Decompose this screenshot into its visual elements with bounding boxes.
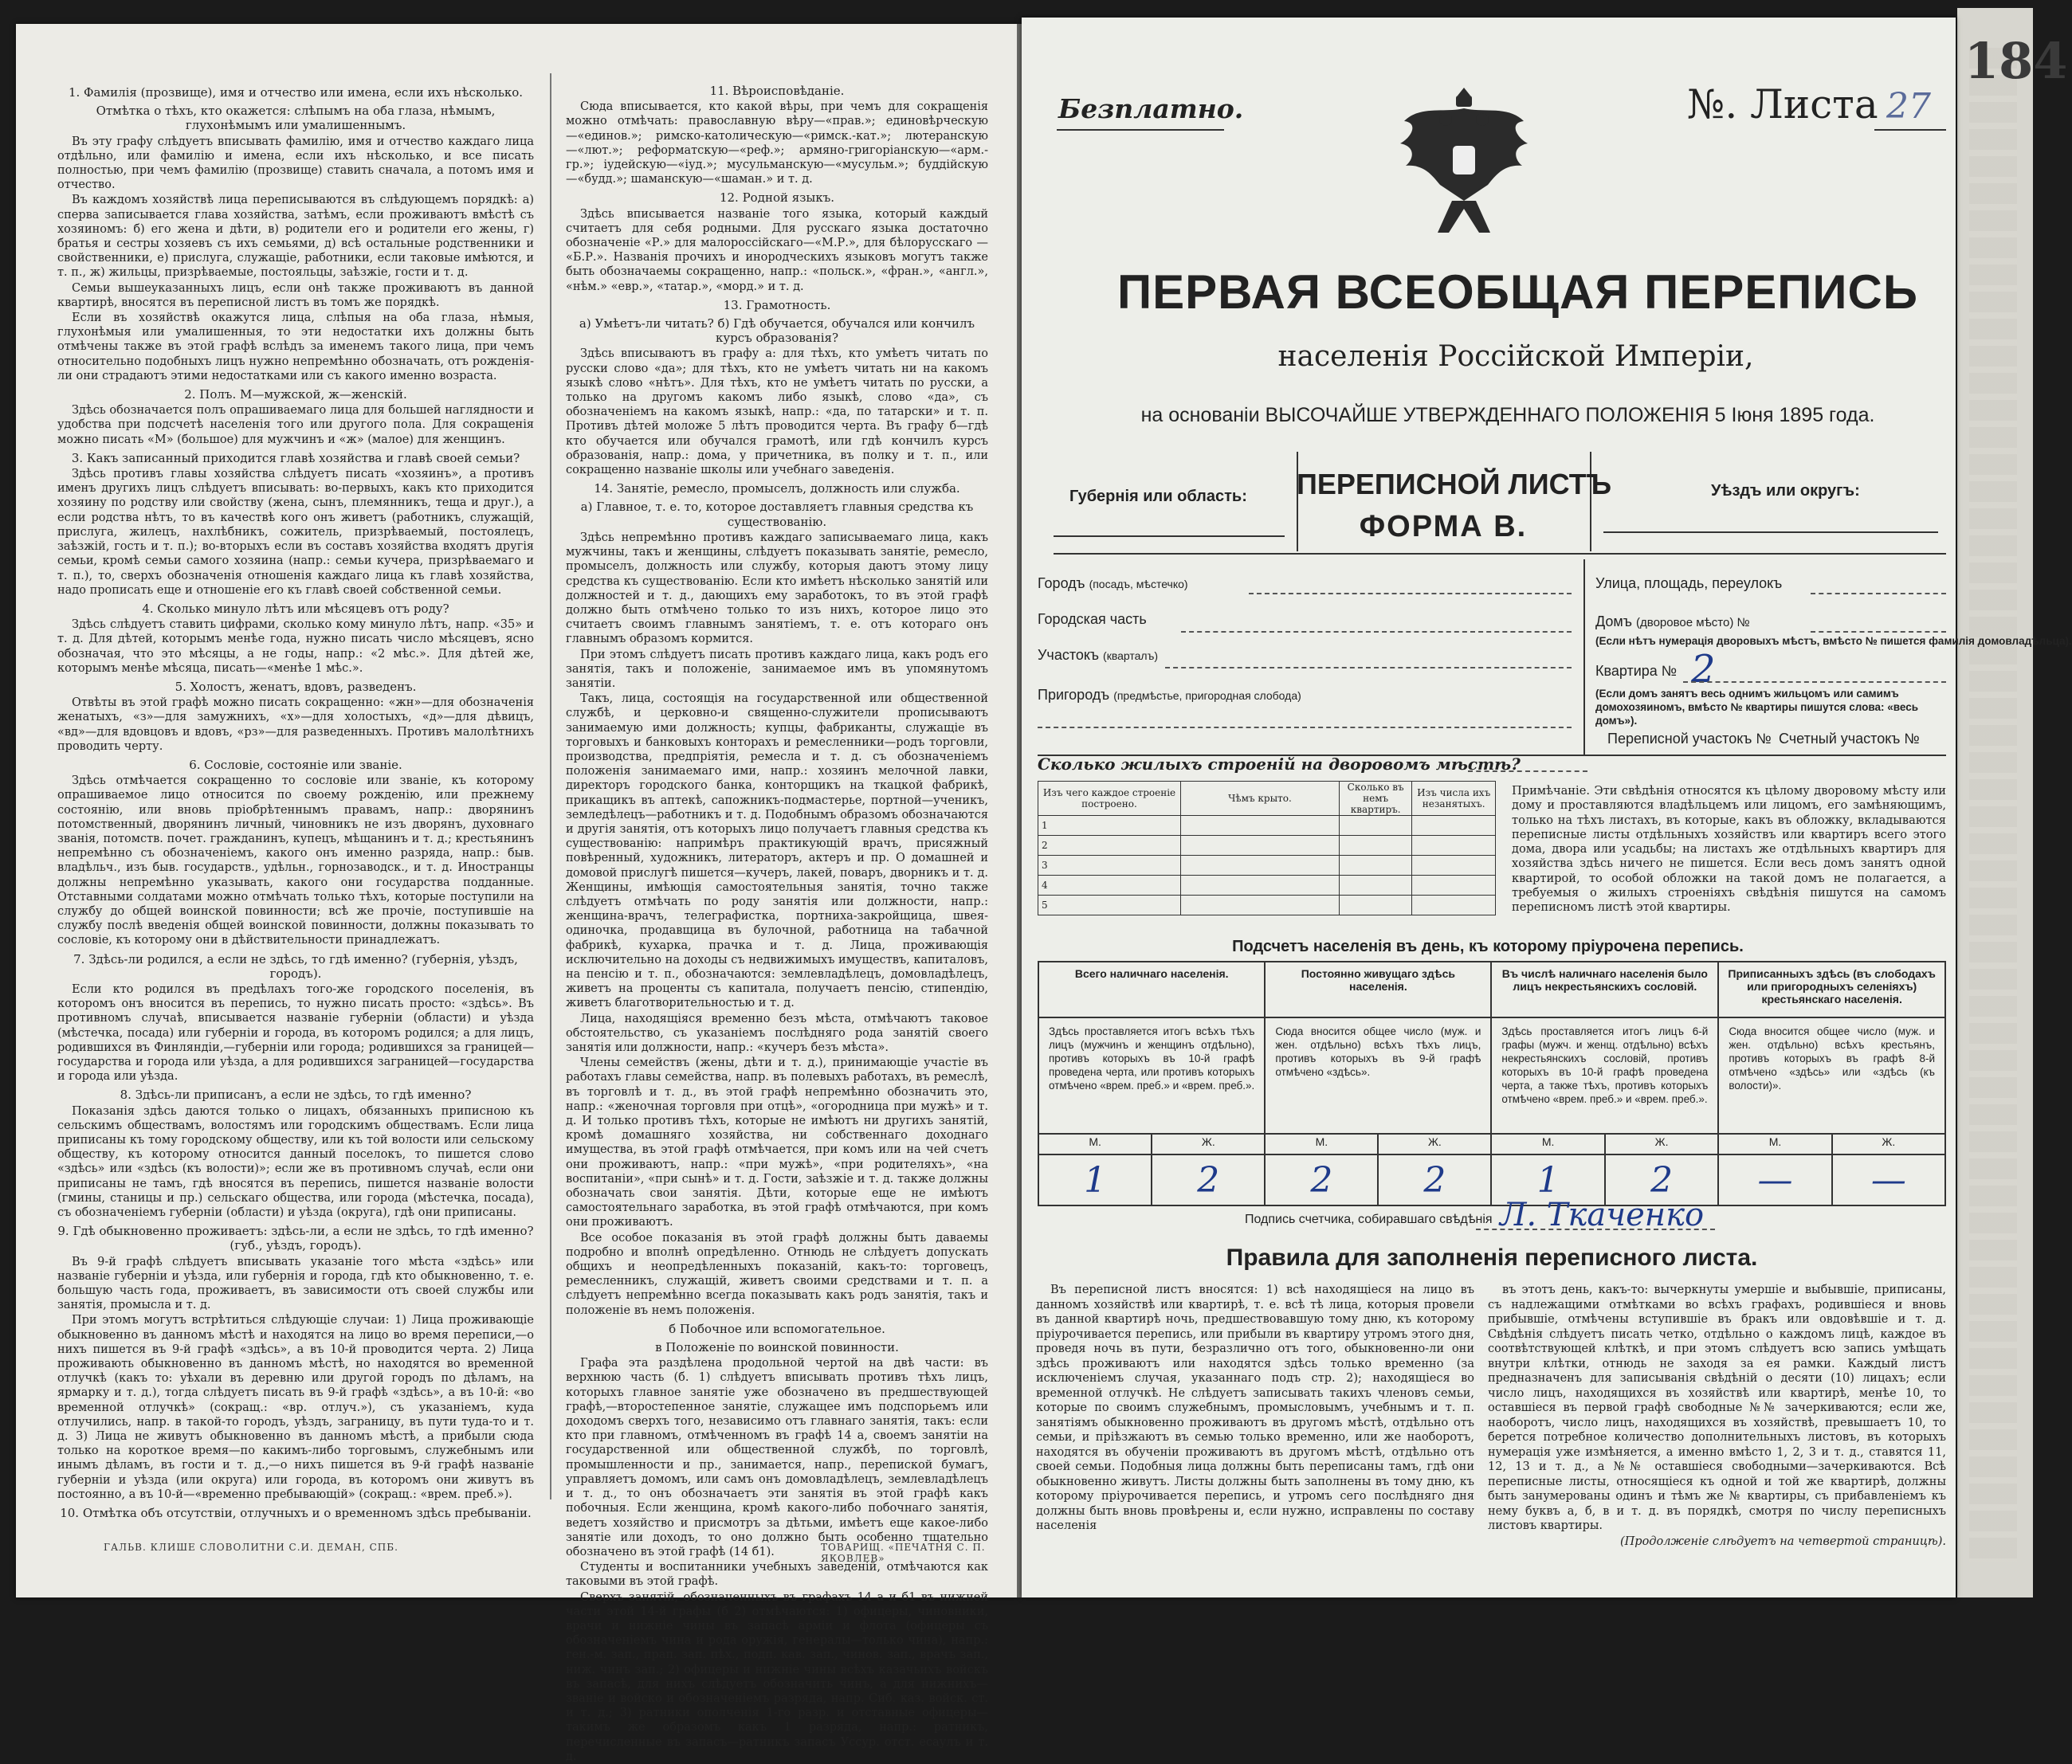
title: ПЕРВАЯ ВСЕОБЩАЯ ПЕРЕПИСЬ	[1117, 265, 1918, 319]
printer-imprint-left: ГАЛЬВ. КЛИШЕ СЛОВОЛИТНИ С.И. ДЕМАН, СПБ.	[104, 1542, 398, 1553]
count-value-cell: 2	[1378, 1154, 1491, 1205]
buildings-cell	[1181, 816, 1340, 836]
header-bottom-rule	[1054, 553, 1946, 555]
sheet-number-underline	[1874, 129, 1946, 131]
house-hint: (дворовое мѣсто) №	[1636, 616, 1750, 629]
count-sex-male: М.	[1265, 1134, 1378, 1154]
col2-paragraph: При этомъ слѣдуетъ писать противъ каждаго лица, какъ родъ его занятія, такъ и положеніе, занимаемое имъ въ упомянутомъ занятіи.	[566, 648, 988, 690]
col1-paragraph: Въ эту графу слѣдуетъ вписывать фамилію, имя и отчество каждаго лица отдѣльно, или фамилію и имена, если ихъ нѣсколько, и все писать полностью, при чемъ фамилію (прозвище) ставить сначала, а потомъ имя и отчество.	[57, 135, 534, 192]
col1-heading: 9. Гдѣ обыкновенно проживаетъ: здѣсь-ли, а если не здѣсь, то гдѣ именно? (губ., уѣздъ, городъ).	[57, 1224, 534, 1253]
district-line	[1603, 531, 1938, 533]
count-header-row	[1038, 962, 1945, 1017]
apartment-label: Квартира №	[1595, 663, 1678, 679]
population-count-table	[1038, 961, 1946, 1206]
col2-heading: 12. Родной языкъ.	[719, 190, 835, 206]
count-title: Подсчетъ населенія въ день, къ которому пріурочена перепись.	[1232, 938, 1744, 955]
rules-continued: (Продолженіе слѣдуетъ на четвертой страницѣ).	[1619, 1535, 1946, 1548]
count-value-cell: 2	[1152, 1154, 1265, 1205]
double-headed-eagle-emblem	[1396, 81, 1532, 241]
count-description-cell: Здѣсь проставляется итогъ всѣхъ тѣхъ лицъ (мужчинъ и женщинъ отдѣльно), противъ которыхъ въ 10-й графѣ проведена черта, или противъ которыхъ отмѣчено «врем. преб.» и «врем. преб.».	[1038, 1017, 1265, 1134]
count-sex-male: М.	[1491, 1134, 1604, 1154]
col1-heading: 8. Здѣсь-ли приписанъ, а если не здѣсь, то гдѣ именно?	[120, 1088, 472, 1103]
buildings-cell	[1412, 856, 1496, 876]
buildings-cell: 1	[1038, 816, 1181, 836]
province-line	[1054, 535, 1285, 537]
col2-heading: 14. Занятіе, ремесло, промыселъ, должность или служба.	[594, 481, 960, 496]
count-sex-male: М.	[1718, 1134, 1831, 1154]
buildings-cell	[1412, 836, 1496, 856]
signature-label: Подпись счетчика, собиравшаго свѣдѣнія	[1245, 1213, 1493, 1226]
buildings-cell: 3	[1038, 856, 1181, 876]
apartment-note: (Если домъ занятъ весь однимъ жильцомъ или самимъ домохозяиномъ, вмѣсто № квартиры пишутся слова: «весь домъ»).	[1595, 688, 1918, 727]
buildings-cell	[1412, 816, 1496, 836]
subtitle: населенія Россійской Имперіи,	[1277, 340, 1754, 373]
buildings-cell	[1340, 856, 1412, 876]
col2-paragraph: Здѣсь вписывается названіе того языка, который каждый считаетъ для себя родными. Для русскаго языка достаточно обозначеніе «Р.» для малороссійскаго—«М.Р.», для бѣлорусскаго — «Б.Р.». Названія прочихъ и инородческихъ языковъ могутъ также быть обозначаемы сокращенно, напр.: «польск.», «фран.», «англ.», «нѣм.» «евр.», «татар.», «морд.» и т. д.	[566, 207, 988, 293]
col2-paragraph: Сюда вписывается, кто какой вѣры, при чемъ для сокращенія можно отмѣчать: православную вѣру—«прав.»; единовѣрческую—«единов.»; римско-католическую—«римск.-кат.»; лютеранскую—«лют.»; реформатскую—«реф.»; армяно-григоріанскую—«арм.-гр.»; іудейскую—«іуд.»; мусульманскую—«мусульм.»; буддійскую—«будд.»; шаманскую—«шаман.» и т. д.	[566, 100, 988, 186]
buildings-header-cell: Сколько въ немъ квартиръ.	[1340, 782, 1412, 816]
rules-title: Правила для заполненія переписного листа.	[1226, 1245, 1758, 1271]
apartment-line	[1683, 681, 1946, 683]
count-description-cell: Здѣсь проставляется итогъ лицъ 6-й графы (мужч. и женщ. отдѣльно) всѣхъ некрестьянскихъ сословій, противъ которыхъ въ 10-й графѣ проведена черта, а также тѣхъ, противъ которыхъ отмѣчено «врем. преб.» и «врем. преб.».	[1491, 1017, 1718, 1134]
instructions-column-1	[57, 81, 534, 1521]
col2-heading: 11. Вѣроисповѣданіе.	[709, 84, 845, 98]
rules-text-2: въ этотъ день, какъ-то: вычеркнуты умершіе и выбывшіе, приписаны, съ надлежащими отмѣтками во всѣхъ графахъ, родившіеся и вновь прибывшіе, отмѣчены вступившіе въ бракъ или овдовѣвшіе и т. д. Свѣдѣнія слѣдуетъ писать четко, отдѣльно о каждомъ лицѣ, каждое въ соотвѣтствующей клѣткѣ, и при этомъ слѣдуетъ всю запись умѣщать внутри клѣтки, отнюдь не заходя за ея рамки. Каждый листъ предназначенъ для записыванія свѣдѣній о десяти (10) лицахъ; если число лицъ, находящихся въ хозяйствѣ или квартирѣ, менѣе 10, то оставшіеся въ первой графѣ свободные №№ зачеркиваются; если же, наоборотъ, число лицъ, находящихся въ хозяйствѣ, превышаетъ 10, то берется потребное количество дополнительныхъ листовъ, въ которыхъ нумерація уже измѣняется, а именно вмѣсто 1, 2, 3 и т. д., ставятся 11, 12, 13 и т. д., а №№ оставшіеся свободными—зачеркиваются. Всѣ переписные листы, относящіеся къ одной и той же квартирѣ, должны быть занумерованы одинъ и тѣмъ же № квартиры, съ прибавленіемъ къ нему буквъ а, б, в и т. д. въ порядкѣ, смотря по числу переписныхъ листовъ квартиры.	[1488, 1284, 1946, 1532]
col1-heading: 1. Фамилія (прозвище), имя и отчество или имена, если ихъ нѣсколько.	[68, 85, 524, 100]
col1-paragraph: При этомъ могутъ встрѣтиться слѣдующіе случаи: 1) Лица проживающіе обыкновенно въ данномъ мѣстѣ и находятся на лицо во время переписи,—о нихъ пишется въ 9-й графѣ «здѣсь», а въ 10-й проводится черта. 2) Лица проживають обыкновенно въ данномъ мѣстѣ, но находятся во временной отлучкѣ (какъ то: уѣхали въ деревню или другой городъ по дѣламъ, на ярмарку и т. д.), тогда слѣдуетъ писать въ 9-й графѣ «здѣсь», а въ 10-й: «во временной отлучкѣ» (сокращ.: «вр. отлуч.»), съ указаніемъ, куда отлучились, напр. в такой-то городъ, уѣздъ, заграницу, въ пути туда-то и т. д. 3) Лица не живутъ обыкновенно въ данномъ мѣстѣ, а прибыли сюда только на короткое время—по какимъ-либо торговымъ, служебнымъ или инымъ дѣламъ, въ гости и т. д.,—о нихъ пишется въ 9-й графѣ названіе губерніи и уѣзда (или округа) или города, въ которомъ они живутъ въ постоянно, а въ 10-й—«временно пребывающій» (сокращ.: «врем. преб.»).	[57, 1314, 534, 1501]
buildings-cell	[1340, 896, 1412, 915]
col1-heading: 4. Сколько минуло лѣтъ или мѣсяцевъ отъ роду?	[142, 601, 449, 616]
count-description-cell: Сюда вносится общее число (муж. и жен. отдѣльно) всѣхъ крестьянъ, противъ которыхъ въ графѣ 8-й отмѣчено «здѣсь» или «здѣсь (къ волости)».	[1718, 1017, 1945, 1134]
city-line	[1249, 593, 1572, 594]
sheet-title: ПЕРЕПИСНОЙ ЛИСТЪ	[1297, 468, 1612, 500]
form-label: ФОРМА В.	[1359, 510, 1528, 543]
house-label	[1595, 613, 1750, 630]
district-label: Уѣздъ или округъ:	[1711, 482, 1860, 500]
rules-column-1	[1036, 1283, 1474, 1582]
signature-line	[1476, 1229, 1715, 1230]
count-sex-female: Ж.	[1152, 1134, 1265, 1154]
house-line	[1811, 631, 1946, 633]
buildings-cell	[1412, 876, 1496, 896]
sheet-number-label: №. Листа	[1687, 81, 1878, 127]
buildings-row	[1038, 856, 1496, 876]
count-precinct-label: Счетный участокъ №	[1779, 731, 1920, 747]
house-label-text: Домъ	[1595, 613, 1633, 629]
count-sex-female: Ж.	[1832, 1134, 1945, 1154]
col2-heading: в Положеніе по воинской повинности.	[655, 1340, 899, 1355]
buildings-cell	[1181, 876, 1340, 896]
count-value-cell: —	[1832, 1154, 1945, 1205]
address-divider	[1583, 559, 1585, 755]
col2-heading: а) Умѣетъ-ли читать? б) Гдѣ обучается, обучался или кончилъ курсъ образованія?	[579, 316, 975, 346]
buildings-row	[1038, 816, 1496, 836]
buildings-header-cell: Чѣмъ крыто.	[1181, 782, 1340, 816]
buildings-cell: 4	[1038, 876, 1181, 896]
count-description-cell: Сюда вносится общее число (муж. и жен. отдѣльно) всѣхъ тѣхъ лицъ, противъ которыхъ въ 9-й графѣ отмѣчено «здѣсь».	[1265, 1017, 1491, 1134]
col1-paragraph: Въ 9-й графѣ слѣдуетъ вписывать указаніе того мѣста «здѣсь» или названіе губерніи и уѣзда, или губернія и города, гдѣ кто обыкновенно, т. е. большую часть года, проживаетъ, въ зависимости отъ своей службы или занятія, промысла и т. д.	[57, 1255, 534, 1312]
buildings-cell	[1181, 856, 1340, 876]
suburb-line	[1038, 727, 1572, 728]
col1-heading: Отмѣтка о тѣхъ, кто окажется: слѣпымъ на оба глаза, нѣмымъ, глухонѣмымъ или умалишеннымъ.	[96, 104, 496, 133]
signature-value: Л. Ткаченко	[1500, 1197, 1705, 1233]
col1-heading: 7. Здѣсь-ли родился, а если не здѣсь, то гдѣ именно? (губернія, уѣздъ, городъ).	[73, 951, 518, 981]
col2-paragraph: Здѣсь непремѣнно противъ каждаго записываемаго лица, какъ мужчины, такъ и женщины, слѣдуетъ показывать занятіе, ремесло, промыселъ, должность или службу, которыя даютъ этому лицу средства къ существованію. Если кто имѣетъ нѣсколько занятій или должностей и т. д., дающихъ ему заработокъ, то въ этой графѣ должно быть отмѣчено только то изъ нихъ, которое лицо это считаетъ своимъ главнымъ занятіемъ, т. е. отъ котораго онъ главнымъ образомъ кормится.	[566, 531, 988, 646]
suburb-label-text: Пригородъ	[1038, 687, 1110, 703]
count-header-cell: Приписанныхъ здѣсь (въ слободахъ или пригородныхъ селеніяхъ) крестьянскаго населенія.	[1718, 962, 1945, 1017]
legal-basis: на основаніи ВЫСОЧАЙШЕ УТВЕРЖДЕННАГО ПОЛОЖЕНІЯ 5 Іюня 1895 года.	[1140, 404, 1875, 426]
col2-heading: а) Главное, т. е. то, которое доставляетъ главныя средства къ существованію.	[580, 500, 974, 529]
count-value-cell: 1	[1491, 1154, 1604, 1205]
archive-number: 184	[1964, 32, 2068, 90]
rules-column-2	[1488, 1283, 1946, 1582]
col1-paragraph: Отвѣты въ этой графѣ можно писать сокращенно: «жн»—для обозначенія женатыхъ, «з»—для замужнихъ, «х»—для холостыхъ, «д»—для дѣвицъ, «вд»—для вдовцовъ и вдовъ, «рз»—для разведенныхъ. Противъ малолѣтнихъ проводить черту.	[57, 696, 534, 753]
left-page	[16, 24, 1018, 1763]
count-value-cell: 1	[1038, 1154, 1152, 1205]
buildings-cell	[1412, 896, 1496, 915]
col1-paragraph: Въ каждомъ хозяйствѣ лица переписываются въ слѣдующемъ порядкѣ: а) сперва записывается глава хозяйства, затѣмъ, если проживаютъ вмѣстѣ съ хозяиномъ: б) его жена и дѣти, в) родители его и родители его жены, г) братья и сестры хозяевъ съ ихъ семьями, д) всѣ остальные родственники и свойственники, е) прислуга, служащіе, работники, если таковые имѣются, и т. п., ж) жильцы, призрѣваемые, постояльцы, заѣзжіе, гости и т. д.	[57, 194, 534, 280]
count-sex-male: М.	[1038, 1134, 1152, 1154]
buildings-table-header	[1038, 782, 1496, 816]
col2-paragraph: Здѣсь вписываютъ въ графу а: для тѣхъ, кто умѣетъ читать по русски слово «да»; для тѣхъ, кто не умѣетъ читать ни на какомъ языкѣ слово «нѣтъ». Для тѣхъ, кто не умѣетъ читать по русски, а только на другомъ какомъ либо языкѣ, слово «да», съ обозначеніемъ на какомъ языкѣ, напр.: «да, по татарски» и т. п. Противъ дѣтей моложе 5 лѣтъ проводится черта. Въ графу б—гдѣ кто обучается или обучался грамотѣ, или гдѣ кончилъ курсъ образованія, напр.: дома, у причетника, въ полку и т. п., или сокращенно названіе школы или учебнаго заведенія.	[566, 347, 988, 477]
buildings-question-line	[1468, 770, 1587, 772]
city-part-label: Городская часть	[1038, 611, 1147, 627]
col1-heading: 2. Полъ. М—мужской, ж—женскій.	[184, 387, 407, 402]
house-note: (Если нѣтъ нумерація дворовыхъ мѣстъ, вмѣсто № пишется фамилія домовладѣльца).	[1595, 635, 2072, 647]
province-label: Губернія или область:	[1069, 488, 1247, 505]
buildings-table	[1038, 781, 1496, 915]
buildings-cell	[1340, 876, 1412, 896]
col2-paragraph: Сверхъ занятій, обозначенныхъ въ графахъ 14 а и б1 въ нижней части этой 14-й графы (б 2) отмѣчаются: 1) офицеры, чиновники, врачи и нижніе чины въ запасѣ арміи и флота (офицеры съ обозначеніемъ чина и рода оружія, генералы—только чина), напр.: ген.-м. зап., прап. зап. пѣх., подп. кав. зап., чинов. зап., врачъ зап., ниж. чинъ зап.; 2) офицеры и нижніе чины всѣхъ казачьихъ войскъ въ запасѣ, для нихъ слѣдуетъ обозначить чинъ, а для нижнихъ—званіе и войско и обозначеніемъ разряда, напр. Сиб. каз. войск. ст. и т. д.; 3) ратники ополченія 1-го разр. и отставные офицеры—такимъ же образомъ какъ 1 разряда, напр.: ратникъ, перечисленные въ запасъ—ратникъ запасъ Уссур. отст. есаулъ и т. д.	[566, 1590, 988, 1763]
city-label	[1038, 575, 1188, 592]
street-line	[1811, 593, 1946, 594]
street-label: Улица, площадь, переулокъ	[1595, 575, 1783, 591]
col2-heading: б Побочное или вспомогательное.	[669, 1321, 885, 1336]
buildings-header-cell: Изъ числа ихъ незанятыхъ.	[1412, 782, 1496, 816]
col2-paragraph: Члены семействъ (жены, дѣти и т. д.), принимающіе участіе въ работахъ главы семейства, напр. въ полевыхъ работахъ, въ ремеслѣ, въ торговлѣ и т. д., въ этой графѣ непремѣнно обозначить это, напр.: «женочная торговля при отцѣ», «огородница при мужѣ» и т. д. И только противъ тѣхъ, которые не имѣютъ ни другихъ занятій, кромѣ домашняго хозяйства, ни собственнаго доходнаго имущества, въ этой графѣ отмѣчается, при комъ или на чей счетъ они проживаютъ, напр.: «при мужѣ», «при родителяхъ», «на воспитаніи», «при сынѣ» и т. д. Гости, заѣзжіе и т. д. также должны обозначать свои занятія. Дѣти, которые еще не имѣютъ самостоятельнаго заработка, въ этой графѣ отмѣчаются, при комъ они проживаютъ.	[566, 1056, 988, 1229]
header-divider-right	[1590, 452, 1591, 551]
count-value-cell: 2	[1605, 1154, 1718, 1205]
col2-paragraph: Все особое показанія въ этой графѣ должны быть даваемы подробно и вполнѣ опредѣленно. Отнюдь не слѣдуетъ допускать общихъ и неопредѣленныхъ показаній, какъ-то: торговецъ, ремесленникъ, служащій, живетъ своими средствами и т. п. а слѣдуетъ непремѣнно всегда показывать какъ родъ занятія, такъ и положеніе въ немъ положенія.	[566, 1231, 988, 1317]
buildings-cell: 5	[1038, 896, 1181, 915]
sheet-number-value: 27	[1886, 86, 1931, 127]
buildings-cell	[1340, 836, 1412, 856]
buildings-note: Примѣчаніе. Эти свѣдѣнія относятся къ цѣлому дворовому мѣсту или дому и проставляются владѣльцемъ или лицомъ, его замѣняющимъ, только на тѣхъ листахъ, въ которые, какъ въ обложку, вкладываются переписные листы отдѣльныхъ хозяйствъ или квартиръ всего этого дома, двора или усадьбы; на листахъ же отдѣльныхъ квартиръ для хозяйства здѣсь ничего не пишется. Если весь домъ занятъ одной квартирой, то особой обложки на такой домъ не полагается, а требуемыя о жилыхъ строеніяхъ свѣдѣнія пишутся на самомъ переписномъ листѣ этой квартиры.	[1512, 784, 1946, 915]
col1-heading: 3. Какъ записанный приходится главѣ хозяйства и главѣ своей семьи?	[71, 450, 520, 465]
count-values-row	[1038, 1154, 1945, 1205]
count-sex-row	[1038, 1134, 1945, 1154]
buildings-row	[1038, 896, 1496, 915]
free-underline	[1057, 129, 1224, 131]
col1-heading: 6. Сословіе, состояніе или званіе.	[189, 757, 402, 772]
col1-paragraph: Здѣсь слѣдуетъ ставить цифрами, сколько кому минуло лѣтъ, напр. «35» и т. д. Для дѣтей, которымъ менѣе года, нужно писать число мѣсяцевъ, ясно обозначая, что это мѣсяцы, а не годы, напр.: «2 мѣс.». Для дѣтей же, которымъ менѣе мѣсяца, писать—«менѣе 1 мѣс.».	[57, 618, 534, 675]
precinct-line	[1165, 667, 1572, 668]
city-part-line	[1181, 631, 1572, 633]
column-divider	[550, 73, 551, 1499]
col1-heading: 10. Отмѣтка объ отсутствіи, отлучныхъ и о временномъ здѣсь пребываніи.	[60, 1506, 532, 1521]
count-header-cell: Въ числѣ наличнаго населенія было лицъ некрестьянскихъ сословій.	[1491, 962, 1718, 1017]
census-precinct-label: Переписной участокъ №	[1607, 731, 1772, 747]
col1-paragraph: Семьи вышеуказанныхъ лицъ, если онѣ также проживаютъ въ данной квартирѣ, вносятся въ переписной листъ въ томъ же порядкѣ.	[57, 281, 534, 309]
count-value-cell: 2	[1265, 1154, 1378, 1205]
count-header-cell: Постоянно живущаго здѣсь населенія.	[1265, 962, 1491, 1017]
rules-text-1: Въ переписной листъ вносятся: 1) всѣ находящіеся на лицо въ данномъ хозяйствѣ или квартирѣ, т. е. всѣ тѣ лица, которыя провели въ данной квартирѣ ночь, предшествовавшую тому дню, къ которому пріурочивается перепись, или прибыли въ квартиру утромъ этого дня, проведя ночь въ пути, безразлично отъ того, обыкновенно-ли они здѣсь проживаютъ или находятся здѣсь только временно (за исключеніемъ случая, указаннаго подъ стр. 2); находящіеся во временной отлучкѣ. Не слѣдуетъ записывать такихъ членовъ семьи, которые по своимъ служебнымъ, промысловымъ, учебнымъ и т. п. занятіямъ обыкновенно проживаютъ въ другомъ мѣстѣ, отдѣльно отъ семьи, и пріѣзжаютъ въ семью только временно, или же наоборотъ, находятся въ обученіи проживаютъ въ другомъ мѣстѣ, отдѣльно отъ своей семьи. Подобныя лица должны быть переписаны тамъ, гдѣ они обыкновенно живутъ. Листы должны быть заполнены въ тому дню, къ которому пріурочивается перепись, и утромъ сего послѣдняго дня должны быть вновь провѣрены и, если нужно, исправлены по составу населенія	[1036, 1284, 1474, 1532]
buildings-question: Сколько жилыхъ строеній на дворовомъ мѣстѣ?	[1038, 755, 1521, 774]
suburb-hint: (предмѣстье, пригородная слобода)	[1113, 689, 1301, 702]
precinct-hint: (кварталъ)	[1103, 649, 1158, 662]
precinct-label-text: Участокъ	[1038, 647, 1100, 663]
count-description-row	[1038, 1017, 1945, 1134]
col2-heading: 13. Грамотность.	[723, 297, 831, 312]
buildings-cell: 2	[1038, 836, 1181, 856]
page-edges-shadow	[1969, 48, 2017, 1562]
count-value-cell: —	[1718, 1154, 1831, 1205]
buildings-row	[1038, 836, 1496, 856]
col1-paragraph: Если кто родился въ предѣлахъ того-же городского поселенія, въ которомъ онъ вносится въ перепись, то нужно писать просто: «здѣсь». Въ противномъ случаѣ, вписывается названіе губерніи (области) и уѣзда (мѣстечка, посада) или губерніи и города, въ которомъ родился; а для лицъ, родившихся въ Финляндіи,—губерніи или города; родившихся за границей—государства и города или уѣзда, а для родившихся заграницей—государства и города или уѣзда.	[57, 982, 534, 1084]
col2-paragraph: Такъ, лица, состоящія на государственной или общественной службѣ, и церковно-и священно-служители прописываютъ занимаемую ими должность; купцы, фабриканты, служащіе въ торговыхъ и банковыхъ конторахъ и ремесленники—родъ торговли, производства, предпріятія, ремесла и т. д. съ обозначеніемъ положенія занимаемаго ими, напр.: хозяинъ мелочной лавки, директоръ городского банка, конторщикъ на ткацкой фабрикѣ, прикащикъ въ аптекѣ, сапожникъ-подмастерье, портной—ученикъ, земледѣлецъ—работникъ и т. д. Подобнымъ образомъ обозначаются и другія занятія, отъ которыхъ лицо получаетъ главныя средства къ существованію: напримѣръ практикующій врачъ, присяжный повѣренный, художникъ, литераторъ, актеръ и пр. О домашней и домовой прислугѣ пишется—кучеръ, лакей, поваръ, дворникъ и т. д. Женщины, имѣющія самостоятельныя занятія, точно также слѣдуетъ отмѣчать по роду занятія или должности, напр.: женщина-врачъ, телеграфистка, портниха-закройщица, швея-одиночка, продавщица въ булочной, работница на табачной фабрикѣ, кухарка, прачка и т. д. Лица, проживающія исключительно на доходы съ недвижимыхъ имуществъ, капиталовъ, на пенсію и т. п., обозначаются: землевладѣлецъ, домовладѣлецъ, живетъ на проценты съ капитала, получаетъ пенсію, стипендію, живетъ благотворительностью и т. д.	[566, 692, 988, 1010]
city-hint: (посадъ, мѣстечко)	[1089, 578, 1188, 590]
precinct-label	[1038, 647, 1158, 664]
col1-paragraph: Показанія здѣсь даются только о лицахъ, обязанныхъ приписною къ сельскимъ обществамъ, волостямъ или городскимъ обществамъ. Если лица приписаны къ тому городскому обществу, или къ той волости или сельскому обществу, къ которому относится данный поселокъ, то пишется слово «здѣсь» или «здѣсь (къ волости)»; если же въ противномъ случаѣ, если они приписаны не тамъ, гдѣ вносятся въ перепись, пишется названіе волости (гмины, станицы и пр.) сельскаго общества, или города (мѣстечка, посада), съ обозначеніемъ губерніи (области) и уѣзда (округа), гдѣ они приписаны.	[57, 1104, 534, 1220]
buildings-cell	[1181, 836, 1340, 856]
count-header-cell: Всего наличнаго населенія.	[1038, 962, 1265, 1017]
suburb-label	[1038, 687, 1301, 704]
col2-paragraph: Лица, находящіяся временно безъ мѣста, отмѣчаютъ таковое обстоятельство, съ указаніемъ послѣдняго рода занятій своего занятія или должности, напр.: «кучеръ безъ мѣста».	[566, 1012, 988, 1054]
free-label: Безплатно.	[1058, 93, 1244, 124]
printer-imprint-right: ТОВАРИЩ. «ПЕЧАТНЯ С. П. ЯКОВЛЕВ»	[821, 1542, 986, 1564]
apartment-value: 2	[1691, 647, 1716, 692]
col1-paragraph: Если въ хозяйствѣ окажутся лица, слѣпыя на оба глаза, нѣмыя, глухонѣмыя или умалишенныя, то эти недостатки ихъ должны быть отмѣчены также въ этой графѣ вслѣдъ за именемъ такого лица, при чемъ относительно подобныхъ лицъ нужно непремѣнно обозначать, отъ рожденія-ли они страдаютъ этими недостатками или съ какого именно возраста.	[57, 312, 534, 382]
col1-paragraph: Здѣсь отмѣчается сокращенно то сословіе или званіе, къ которому опрашиваемое лицо относится по своему рожденію, или прежнему состоянію, или вновь пріобрѣтеннымъ правамъ, напр.: дворянинъ потомственный, дворянинъ личный, чиновникъ не изъ дворянъ, духовнаго званія, потомств. почет. гражданинъ, купецъ, мѣщанинъ и т. д.; крестьянинъ непремѣнно съ обозначеніемъ, какого онъ именно разряда, напр.: быв. владѣльч., изъ быв. государств., удѣльн., горнозаводск., и т. д. Иностранцы должны непремѣнно указывать, какого они государства подданные. Отставными солдатами можно отмѣчать только тѣхъ, которые поступили на службу до общей воинской повинности; всѣ же прочіе, поступившіе на службу послѣ введенія общей воинской повинности, должны показывать то сословіе, къ которому они в дѣйствительности принадлежатъ.	[57, 774, 534, 947]
count-sex-female: Ж.	[1378, 1134, 1491, 1154]
count-sex-female: Ж.	[1605, 1134, 1718, 1154]
col1-paragraph: Здѣсь противъ главы хозяйства слѣдуетъ писать «хозяинъ», а противъ именъ другихъ лицъ слѣдуетъ вписывать: во-первыхъ, какъ кто приходится хозяину по родству или свойству (жена, сынъ, племянникъ, теща и друг.), а если родства нѣтъ, то въ качествѣ кого онъ живетъ (работникъ, служащій, прислуга, жилецъ, нахлѣбникъ, сожитель, призрѣваемый, постоялецъ, заѣзжій, гость и т. п.); во-вторыхъ если въ составъ хозяйства входятъ другія семьи, кромѣ семьи самого хозяина (напр.: семьи кучера, призрѣваемаго и т. п.), то, сверхъ обозначенія отношенія каждаго лица къ главѣ хозяйства, надо прописать еще и отношеніе его къ главѣ своей собственной семьи.	[57, 468, 534, 597]
city-label-text: Городъ	[1038, 575, 1085, 591]
col1-paragraph: Здѣсь обозначается полъ опрашиваемаго лица для большей наглядности и удобства при подсчетѣ населенія того или другого пола. Для сокращенія можно писать «М» (большое) для мужчинъ и «ж» (малое) для женщинъ.	[57, 404, 534, 446]
buildings-header-cell: Изъ чего каждое строеніе построено.	[1038, 782, 1181, 816]
col2-paragraph: Графа эта раздѣлена продольной чертой на двѣ части: въ верхнюю часть (б. 1) слѣдуетъ вписывать противъ тѣхъ лицъ, которыхъ главное занятіе уже обозначено въ предшествующей графѣ,—второстепенное занятіе, служащее имъ подспорьемъ или доходомъ сверхъ того, независимо отъ главнаго занятія, такъ: если кто при главномъ, отмѣченномъ въ графѣ 14 а, своемъ занятіи на государственной или общественной службѣ, по торговлѣ, промышленности и пр., занимается, напр., перепиской бумагъ, управляетъ домомъ, или самъ онъ домовладѣлецъ, землевладѣлецъ и т. д., то онъ обозначаетъ эти занятія въ этой графѣ какъ побочныя. Если женщина, кромѣ какого-либо побочнаго занятія, ведетъ хозяйство и присмотръ за дѣтьми, имѣетъ еще какое-либо занятіе или доходъ, то оно должно быть особенно тщательно обозначено въ этой графѣ (14 б1).	[566, 1357, 988, 1558]
buildings-row	[1038, 876, 1496, 896]
buildings-cell	[1181, 896, 1340, 915]
buildings-cell	[1340, 816, 1412, 836]
col2-paragraph: Студенты и воспитанники учебныхъ заведеній, отмѣчаются как таковыми въ этой графѣ.	[566, 1561, 988, 1589]
col1-heading: 5. Холостъ, женатъ, вдовъ, разведенъ.	[175, 679, 417, 694]
